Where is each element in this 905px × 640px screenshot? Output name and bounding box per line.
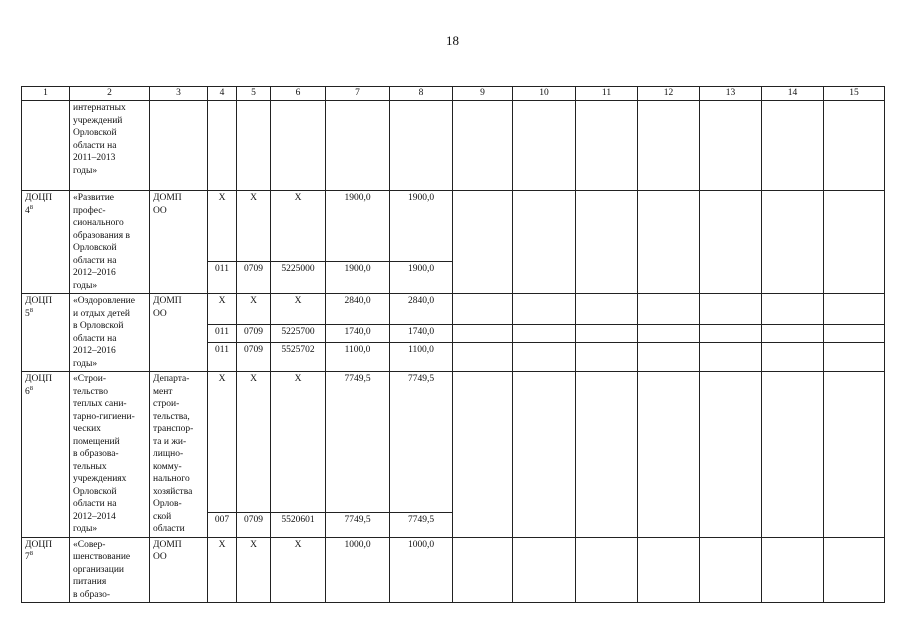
amount-cell: 1740,0 [390, 324, 453, 342]
amount-cell: 7749,5 [326, 512, 390, 537]
amount-cell: 1000,0 [326, 537, 390, 603]
rzpr-cell: Х [237, 191, 271, 262]
col-header: 10 [513, 87, 576, 101]
grbs-cell: Х [208, 537, 237, 603]
csr-cell: Х [271, 372, 326, 513]
budget-table [21, 86, 885, 603]
col-header: 5 [237, 87, 271, 101]
amount-cell: 7749,5 [390, 512, 453, 537]
rzpr-cell: 0709 [237, 261, 271, 293]
executor: Департа- мент строи- тельства, транспор- та и жи- лищно- комму- нального хозяйства Орлов- ской области [150, 372, 208, 538]
csr-cell: 5525702 [271, 343, 326, 372]
grbs-cell: Х [208, 191, 237, 262]
table-row [22, 294, 885, 325]
program-code: ДОЦП $5^8$ [22, 294, 70, 372]
rzpr-cell: 0709 [237, 343, 271, 372]
rzpr-cell: Х [237, 294, 271, 325]
amount-cell: 1900,0 [390, 191, 453, 262]
executor: ДОМП ОО [150, 537, 208, 603]
program-name: интернатных учреждений Орловской области на 2011–2013 годы» [70, 101, 150, 191]
col-header: 4 [208, 87, 237, 101]
program-code: ДОЦП $7^8$ [22, 537, 70, 603]
col-header: 7 [326, 87, 390, 101]
table-row [22, 537, 885, 603]
program-name: «Развитие профес- сионального образования в Орловской области на 2012–2016 годы» [70, 191, 150, 294]
rzpr-cell: Х [237, 537, 271, 603]
page-number: 18 [446, 33, 459, 48]
col-header: 13 [700, 87, 762, 101]
amount-cell: 2840,0 [326, 294, 390, 325]
amount-cell: 1740,0 [326, 324, 390, 342]
grbs-cell: 011 [208, 324, 237, 342]
col-header: 11 [576, 87, 638, 101]
rzpr-cell: 0709 [237, 512, 271, 537]
amount-cell: 7749,5 [326, 372, 390, 513]
csr-cell: Х [271, 191, 326, 262]
col-header: 2 [70, 87, 150, 101]
grbs-cell: 011 [208, 343, 237, 372]
executor: ДОМП ОО [150, 294, 208, 372]
col-header: 3 [150, 87, 208, 101]
col-header: 8 [390, 87, 453, 101]
csr-cell: Х [271, 294, 326, 325]
csr-cell: Х [271, 537, 326, 603]
csr-cell: 5520601 [271, 512, 326, 537]
table-row [22, 372, 885, 513]
column-number-row [22, 87, 885, 101]
rzpr-cell: Х [237, 372, 271, 513]
program-name: «Оздоровление и отдых детей в Орловской области на 2012–2016 годы» [70, 294, 150, 372]
grbs-cell: Х [208, 372, 237, 513]
program-name: «Совер- шенствование организации питания в образо- [70, 537, 150, 603]
grbs-cell: 007 [208, 512, 237, 537]
table-row [22, 101, 885, 191]
col-header: 14 [762, 87, 824, 101]
grbs-cell: Х [208, 294, 237, 325]
program-code: ДОЦП $4^8$ [22, 191, 70, 294]
program-code: ДОЦП $6^8$ [22, 372, 70, 538]
rzpr-cell: 0709 [237, 324, 271, 342]
col-header: 12 [638, 87, 700, 101]
amount-cell: 1100,0 [326, 343, 390, 372]
executor: ДОМП ОО [150, 191, 208, 294]
amount-cell: 1000,0 [390, 537, 453, 603]
col-header: 9 [453, 87, 513, 101]
col-header: 1 [22, 87, 70, 101]
amount-cell: 1900,0 [326, 191, 390, 262]
amount-cell: 1900,0 [390, 261, 453, 293]
grbs-cell: 011 [208, 261, 237, 293]
amount-cell: 7749,5 [390, 372, 453, 513]
amount-cell: 1100,0 [390, 343, 453, 372]
csr-cell: 5225700 [271, 324, 326, 342]
amount-cell: 1900,0 [326, 261, 390, 293]
table-row [22, 191, 885, 262]
program-name: «Строи- тельство теплых сани- тарно-гигиени- ческих помещений в образова- тельных учреждениях Орловской области на 2012–2014 годы» [70, 372, 150, 538]
amount-cell: 2840,0 [390, 294, 453, 325]
col-header: 15 [824, 87, 885, 101]
csr-cell: 5225000 [271, 261, 326, 293]
col-header: 6 [271, 87, 326, 101]
